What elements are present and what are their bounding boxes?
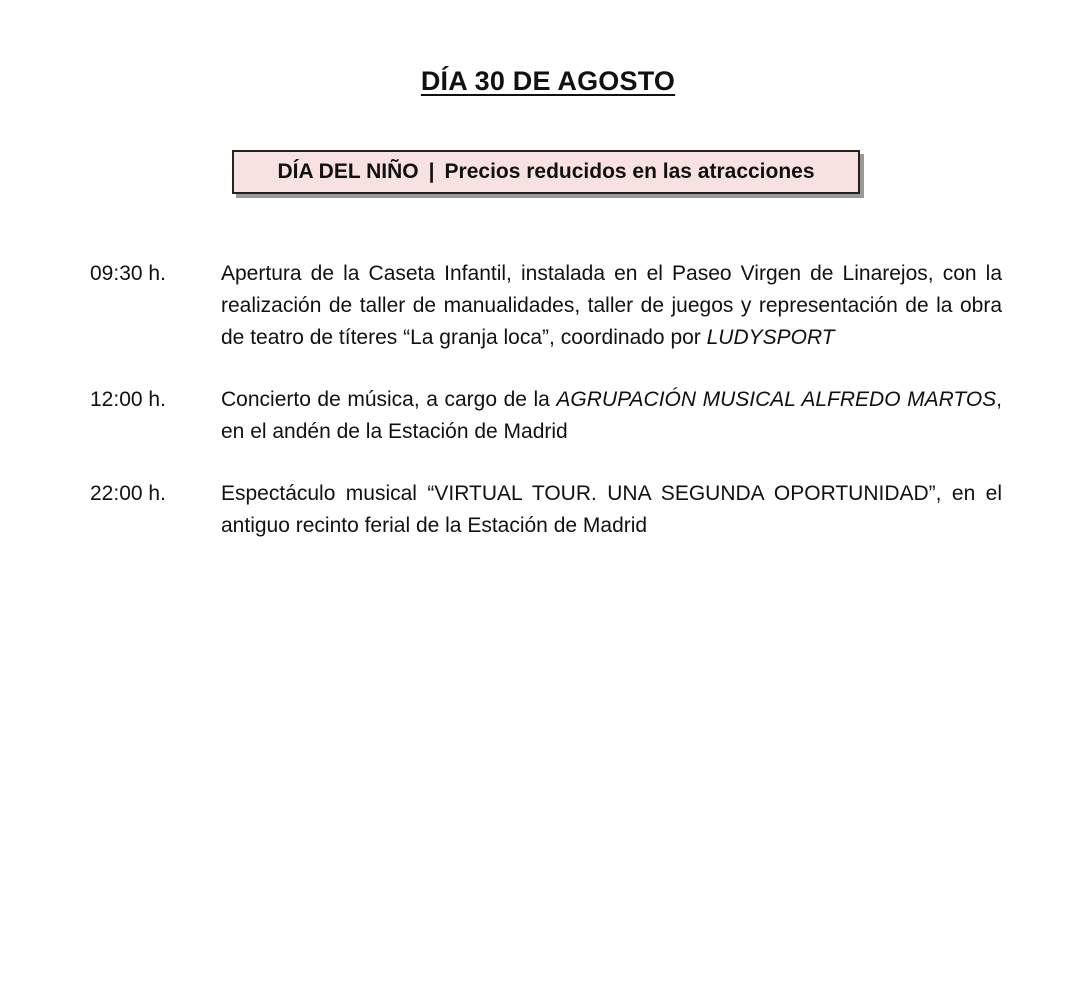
event-text-location: , en el andén de la Estación de Madrid	[221, 388, 1003, 443]
event-item	[90, 384, 1002, 448]
event-description	[221, 478, 1002, 542]
event-text: Concierto de música, a cargo de la	[221, 388, 557, 411]
event-time: 09:30 h.	[90, 262, 166, 285]
event-item	[90, 478, 1002, 542]
event-description	[221, 258, 1002, 354]
event-text: Apertura de la Caseta Infantil, instalada en el Paseo Virgen de Linarejos, con la realización de taller de manualidades, taller de juegos y representación de la obra de teatro de títeres “La granja loca”, coordinado por	[221, 262, 1002, 349]
banner-right-text: Precios reducidos en las atracciones	[444, 160, 815, 183]
banner-left-text: DÍA DEL NIÑO	[277, 160, 419, 183]
day-title	[0, 66, 1080, 97]
event-organizer: LUDYSPORT	[706, 326, 835, 349]
event-schedule	[90, 258, 1002, 572]
event-item	[90, 258, 1002, 354]
event-time: 12:00 h.	[90, 388, 166, 411]
day-title-text: DÍA 30 DE AGOSTO	[420, 66, 676, 96]
banner-separator: |	[428, 160, 435, 183]
event-performer: AGRUPACIÓN MUSICAL ALFREDO MARTOS	[556, 388, 997, 411]
event-text: Espectáculo musical “VIRTUAL TOUR. UNA SEGUNDA OPORTUNIDAD”, en el antiguo recinto ferial de la Estación de Madrid	[221, 482, 1002, 537]
highlight-banner	[232, 150, 860, 194]
event-description	[221, 384, 1002, 448]
event-time: 22:00 h.	[90, 482, 166, 505]
